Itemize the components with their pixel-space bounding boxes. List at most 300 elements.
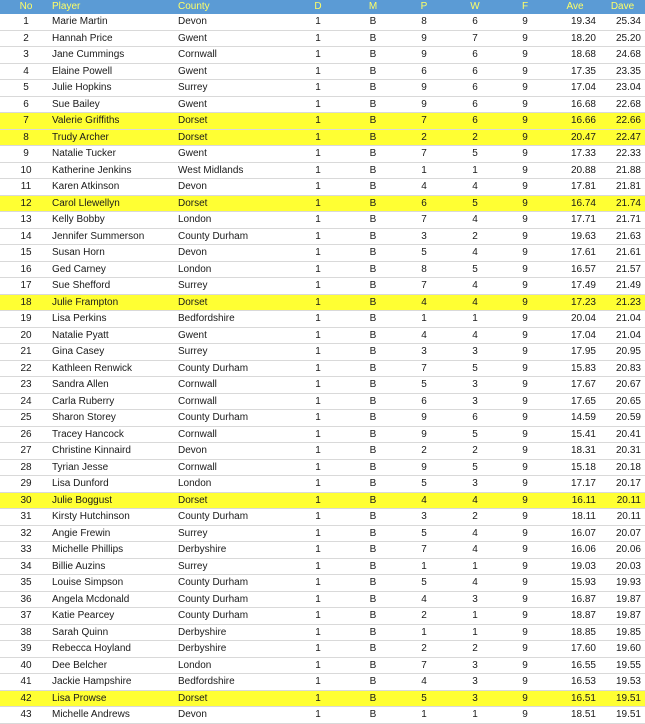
cell-d: 1 xyxy=(315,16,321,27)
table-row[interactable] xyxy=(0,278,645,295)
cell-dave: 21.63 xyxy=(615,230,641,242)
cell-p: 4 xyxy=(421,676,427,687)
cell-dave: 21.88 xyxy=(615,164,641,176)
cell-p: 9 xyxy=(421,98,427,110)
cell-m: B xyxy=(369,313,377,324)
cell-no: 15 xyxy=(20,247,32,258)
cell-d: 1 xyxy=(315,610,321,621)
table-row[interactable] xyxy=(0,558,645,575)
cell-player: Trudy Archer xyxy=(52,131,109,143)
cell-w: 4 xyxy=(472,296,478,308)
table-row[interactable] xyxy=(0,30,645,47)
cell-d: 1 xyxy=(315,659,321,671)
cell-no: 18 xyxy=(20,296,32,308)
cell-d: 1 xyxy=(315,247,321,258)
table-row[interactable] xyxy=(0,162,645,179)
cell-county: County Durham xyxy=(178,362,249,374)
cell-ave: 18.20 xyxy=(570,32,596,44)
table-row[interactable] xyxy=(0,426,645,443)
table-row[interactable] xyxy=(0,542,645,559)
table-row[interactable] xyxy=(0,459,645,476)
cell-dave: 25.34 xyxy=(615,16,641,27)
cell-p: 8 xyxy=(421,263,427,275)
cell-p: 2 xyxy=(421,610,427,621)
cell-county: Surrey xyxy=(178,527,208,539)
cell-county: County Durham xyxy=(178,577,249,588)
column-header-p[interactable]: P xyxy=(398,0,450,14)
column-header-ave[interactable]: Ave xyxy=(550,0,600,14)
table-row[interactable] xyxy=(0,294,645,311)
cell-dave: 19.53 xyxy=(615,676,641,687)
cell-no: 19 xyxy=(20,313,32,324)
cell-p: 5 xyxy=(421,527,427,539)
cell-player: Lisa Perkins xyxy=(52,313,107,324)
cell-player: Lisa Dunford xyxy=(52,478,109,489)
cell-player: Jennifer Summerson xyxy=(52,230,145,242)
cell-dave: 20.18 xyxy=(615,461,641,473)
cell-dave: 19.51 xyxy=(615,692,641,704)
cell-p: 3 xyxy=(421,230,427,242)
column-header-dave[interactable]: Dave xyxy=(600,0,645,14)
cell-player: Dee Belcher xyxy=(52,659,108,671)
cell-dave: 21.74 xyxy=(615,197,641,209)
cell-dave: 21.61 xyxy=(615,247,641,258)
cell-m: B xyxy=(369,527,377,539)
cell-w: 3 xyxy=(472,346,478,357)
cell-m: B xyxy=(369,511,377,522)
cell-county: Devon xyxy=(178,247,207,258)
cell-dave: 21.57 xyxy=(615,263,641,275)
cell-f: 9 xyxy=(522,32,528,44)
cell-no: 14 xyxy=(20,230,32,242)
cell-player: Tyrian Jesse xyxy=(52,461,109,473)
cell-d: 1 xyxy=(315,478,321,489)
cell-w: 2 xyxy=(472,230,478,242)
cell-no: 35 xyxy=(20,577,32,588)
cell-no: 2 xyxy=(23,32,29,44)
cell-m: B xyxy=(369,412,377,423)
cell-dave: 22.33 xyxy=(615,148,641,159)
table-row[interactable] xyxy=(0,591,645,608)
cell-p: 9 xyxy=(421,428,427,440)
column-header-m[interactable]: M xyxy=(348,0,398,14)
cell-ave: 19.34 xyxy=(570,16,596,27)
table-row[interactable] xyxy=(0,228,645,245)
cell-county: Cornwall xyxy=(178,49,217,60)
cell-player: Gina Casey xyxy=(52,346,105,357)
table-row[interactable] xyxy=(0,129,645,146)
table-row[interactable] xyxy=(0,113,645,130)
cell-county: County Durham xyxy=(178,610,249,621)
cell-p: 6 xyxy=(421,395,427,407)
cell-county: Derbyshire xyxy=(178,626,227,638)
cell-dave: 25.20 xyxy=(615,32,641,44)
cell-p: 4 xyxy=(421,181,427,192)
cell-d: 1 xyxy=(315,214,321,225)
cell-county: Dorset xyxy=(178,115,208,126)
table-row[interactable] xyxy=(0,377,645,394)
column-header-no[interactable]: No xyxy=(0,0,52,14)
cell-dave: 20.59 xyxy=(615,412,641,423)
column-header-w[interactable]: W xyxy=(450,0,500,14)
cell-p: 7 xyxy=(421,362,427,374)
cell-m: B xyxy=(369,164,377,176)
cell-d: 1 xyxy=(315,379,321,390)
cell-ave: 17.60 xyxy=(570,643,596,654)
table-row[interactable] xyxy=(0,327,645,344)
cell-no: 33 xyxy=(20,544,32,555)
cell-f: 9 xyxy=(522,82,528,93)
cell-dave: 22.66 xyxy=(615,115,641,126)
table-row[interactable] xyxy=(0,261,645,278)
cell-f: 9 xyxy=(522,131,528,143)
cell-player: Sandra Allen xyxy=(52,379,109,390)
cell-player: Lisa Prowse xyxy=(52,692,107,704)
cell-county: Devon xyxy=(178,16,207,27)
cell-m: B xyxy=(369,214,377,225)
cell-no: 40 xyxy=(20,659,32,671)
cell-w: 3 xyxy=(472,478,478,489)
cell-no: 11 xyxy=(20,181,32,192)
cell-d: 1 xyxy=(315,709,321,720)
cell-m: B xyxy=(369,181,377,192)
cell-player: Natalie Pyatt xyxy=(52,329,109,341)
cell-p: 3 xyxy=(421,511,427,522)
cell-county: County Durham xyxy=(178,412,249,423)
cell-player: Kathleen Renwick xyxy=(52,362,133,374)
table-row[interactable] xyxy=(0,690,645,707)
cell-no: 13 xyxy=(20,214,32,225)
table-row[interactable] xyxy=(0,492,645,509)
cell-m: B xyxy=(369,82,377,93)
cell-d: 1 xyxy=(315,230,321,242)
cell-m: B xyxy=(369,428,377,440)
cell-dave: 21.49 xyxy=(615,280,641,291)
cell-m: B xyxy=(369,461,377,473)
cell-m: B xyxy=(369,197,377,209)
cell-p: 1 xyxy=(421,164,427,176)
cell-dave: 21.04 xyxy=(615,329,641,341)
cell-ave: 14.59 xyxy=(570,412,596,423)
cell-ave: 18.11 xyxy=(571,511,596,522)
cell-f: 9 xyxy=(522,214,528,225)
cell-d: 1 xyxy=(315,148,321,159)
cell-dave: 19.87 xyxy=(615,593,641,605)
cell-ave: 16.07 xyxy=(570,527,596,539)
cell-county: London xyxy=(178,659,212,671)
cell-m: B xyxy=(369,643,377,654)
cell-d: 1 xyxy=(315,32,321,44)
cell-m: B xyxy=(369,329,377,341)
cell-f: 9 xyxy=(522,329,528,341)
cell-no: 38 xyxy=(20,626,32,638)
cell-county: Devon xyxy=(178,445,207,456)
cell-w: 4 xyxy=(472,181,478,192)
cell-m: B xyxy=(369,346,377,357)
cell-f: 9 xyxy=(522,610,528,621)
cell-dave: 21.71 xyxy=(615,214,641,225)
cell-w: 1 xyxy=(472,560,478,572)
cell-ave: 16.68 xyxy=(570,98,596,110)
cell-d: 1 xyxy=(315,98,321,110)
cell-ave: 17.49 xyxy=(570,280,596,291)
cell-ave: 16.55 xyxy=(570,659,596,671)
cell-m: B xyxy=(369,16,377,27)
cell-w: 4 xyxy=(472,329,478,341)
cell-no: 30 xyxy=(20,494,32,506)
column-header-d[interactable]: D xyxy=(288,0,348,14)
table-row[interactable] xyxy=(0,624,645,641)
cell-w: 5 xyxy=(472,148,478,159)
cell-d: 1 xyxy=(315,676,321,687)
cell-f: 9 xyxy=(522,709,528,720)
cell-ave: 17.33 xyxy=(570,148,596,159)
cell-ave: 20.47 xyxy=(570,131,596,143)
cell-d: 1 xyxy=(315,362,321,374)
cell-ave: 17.04 xyxy=(570,82,596,93)
cell-player: Angie Frewin xyxy=(52,527,111,539)
table-row[interactable] xyxy=(0,707,645,724)
cell-p: 9 xyxy=(421,412,427,423)
cell-county: West Midlands xyxy=(178,164,244,176)
cell-p: 5 xyxy=(421,577,427,588)
cell-dave: 20.83 xyxy=(615,362,641,374)
cell-m: B xyxy=(369,478,377,489)
cell-m: B xyxy=(369,577,377,588)
table-row[interactable] xyxy=(0,575,645,592)
table-row[interactable] xyxy=(0,657,645,674)
cell-player: Valerie Griffiths xyxy=(52,115,120,126)
cell-ave: 16.74 xyxy=(570,197,596,209)
cell-no: 22 xyxy=(20,362,32,374)
table-row[interactable] xyxy=(0,96,645,113)
cell-no: 37 xyxy=(20,610,32,621)
cell-w: 5 xyxy=(472,197,478,209)
cell-d: 1 xyxy=(315,445,321,456)
column-header-county[interactable]: County xyxy=(178,0,288,14)
cell-player: Christine Kinnaird xyxy=(52,445,131,456)
cell-county: Gwent xyxy=(178,32,207,44)
table-row[interactable] xyxy=(0,311,645,328)
cell-dave: 22.68 xyxy=(615,98,641,110)
cell-player: Angela Mcdonald xyxy=(52,593,130,605)
cell-d: 1 xyxy=(315,428,321,440)
cell-f: 9 xyxy=(522,362,528,374)
cell-ave: 17.17 xyxy=(570,478,596,489)
cell-w: 5 xyxy=(472,263,478,275)
cell-w: 6 xyxy=(472,49,478,60)
cell-ave: 16.53 xyxy=(570,676,596,687)
table-row[interactable] xyxy=(0,393,645,410)
cell-dave: 20.07 xyxy=(615,527,641,539)
cell-player: Louise Simpson xyxy=(52,577,124,588)
cell-county: Bedfordshire xyxy=(178,313,235,324)
cell-w: 2 xyxy=(472,445,478,456)
cell-no: 34 xyxy=(20,560,32,572)
cell-w: 4 xyxy=(472,247,478,258)
cell-ave: 17.67 xyxy=(570,379,596,390)
cell-w: 6 xyxy=(472,82,478,93)
cell-p: 5 xyxy=(421,692,427,704)
cell-county: Gwent xyxy=(178,98,207,110)
cell-d: 1 xyxy=(315,692,321,704)
table-row[interactable] xyxy=(0,80,645,97)
cell-ave: 17.71 xyxy=(570,214,596,225)
cell-player: Marie Martin xyxy=(52,16,108,27)
cell-f: 9 xyxy=(522,412,528,423)
cell-player: Carol Llewellyn xyxy=(52,197,120,209)
cell-m: B xyxy=(369,379,377,390)
cell-county: Devon xyxy=(178,181,207,192)
cell-m: B xyxy=(369,296,377,308)
cell-ave: 18.87 xyxy=(570,610,596,621)
cell-f: 9 xyxy=(522,379,528,390)
cell-w: 6 xyxy=(472,65,478,77)
cell-f: 9 xyxy=(522,65,528,77)
cell-dave: 20.95 xyxy=(615,346,641,357)
cell-w: 4 xyxy=(472,280,478,291)
cell-d: 1 xyxy=(315,461,321,473)
table-row[interactable] xyxy=(0,195,645,212)
cell-dave: 19.51 xyxy=(615,709,641,720)
cell-county: Dorset xyxy=(178,296,208,308)
cell-f: 9 xyxy=(522,263,528,275)
cell-m: B xyxy=(369,593,377,605)
cell-f: 9 xyxy=(522,626,528,638)
table-row[interactable] xyxy=(0,360,645,377)
cell-p: 4 xyxy=(421,329,427,341)
table-row[interactable] xyxy=(0,476,645,493)
cell-d: 1 xyxy=(315,65,321,77)
table-row[interactable] xyxy=(0,14,645,30)
cell-w: 1 xyxy=(472,313,478,324)
cell-player: Sue Shefford xyxy=(52,280,111,291)
cell-f: 9 xyxy=(522,527,528,539)
cell-d: 1 xyxy=(315,593,321,605)
cell-f: 9 xyxy=(522,676,528,687)
cell-d: 1 xyxy=(315,296,321,308)
table-row[interactable] xyxy=(0,608,645,625)
column-header-f[interactable]: F xyxy=(500,0,550,14)
cell-m: B xyxy=(369,544,377,555)
table-row[interactable] xyxy=(0,146,645,163)
table-row[interactable] xyxy=(0,509,645,526)
cell-ave: 15.93 xyxy=(570,577,596,588)
cell-f: 9 xyxy=(522,280,528,291)
cell-m: B xyxy=(369,395,377,407)
cell-dave: 19.85 xyxy=(615,626,641,638)
cell-p: 7 xyxy=(421,148,427,159)
cell-ave: 17.81 xyxy=(570,181,596,192)
cell-m: B xyxy=(369,280,377,291)
cell-w: 3 xyxy=(472,692,478,704)
cell-d: 1 xyxy=(315,527,321,539)
cell-no: 10 xyxy=(20,164,32,176)
table-row[interactable] xyxy=(0,641,645,658)
table-row[interactable] xyxy=(0,245,645,262)
cell-county: Surrey xyxy=(178,280,208,291)
cell-p: 1 xyxy=(421,560,427,572)
cell-ave: 16.51 xyxy=(570,692,596,704)
cell-f: 9 xyxy=(522,511,528,522)
cell-ave: 15.83 xyxy=(570,362,596,374)
cell-dave: 24.68 xyxy=(615,49,641,60)
cell-f: 9 xyxy=(522,98,528,110)
cell-d: 1 xyxy=(315,511,321,522)
cell-p: 5 xyxy=(421,379,427,390)
cell-p: 3 xyxy=(421,346,427,357)
cell-m: B xyxy=(369,560,377,572)
table-row[interactable] xyxy=(0,47,645,64)
cell-w: 1 xyxy=(472,164,478,176)
table-row[interactable] xyxy=(0,410,645,427)
cell-county: Derbyshire xyxy=(178,643,227,654)
cell-ave: 17.04 xyxy=(570,329,596,341)
cell-p: 6 xyxy=(421,197,427,209)
cell-d: 1 xyxy=(315,544,321,555)
cell-county: County Durham xyxy=(178,230,249,242)
cell-no: 7 xyxy=(23,115,29,126)
cell-county: Surrey xyxy=(178,560,208,572)
cell-county: Dorset xyxy=(178,131,208,143)
cell-p: 2 xyxy=(421,131,427,143)
cell-d: 1 xyxy=(315,164,321,176)
cell-p: 5 xyxy=(421,478,427,489)
cell-p: 2 xyxy=(421,643,427,654)
cell-no: 43 xyxy=(20,709,32,720)
table-row[interactable] xyxy=(0,443,645,460)
cell-county: Gwent xyxy=(178,148,207,159)
cell-w: 3 xyxy=(472,659,478,671)
table-row[interactable] xyxy=(0,179,645,196)
cell-m: B xyxy=(369,659,377,671)
table-row[interactable] xyxy=(0,212,645,229)
cell-f: 9 xyxy=(522,643,528,654)
cell-player: Sarah Quinn xyxy=(52,626,109,638)
cell-m: B xyxy=(369,445,377,456)
cell-player: Katie Pearcey xyxy=(52,610,115,621)
cell-dave: 21.81 xyxy=(615,181,641,192)
table-row[interactable] xyxy=(0,344,645,361)
cell-player: Carla Ruberry xyxy=(52,395,115,407)
cell-no: 24 xyxy=(20,395,32,407)
cell-no: 3 xyxy=(23,49,29,60)
cell-f: 9 xyxy=(522,478,528,489)
cell-ave: 15.41 xyxy=(570,428,596,440)
table-row[interactable] xyxy=(0,525,645,542)
cell-player: Sue Bailey xyxy=(52,98,100,110)
cell-d: 1 xyxy=(315,329,321,341)
cell-f: 9 xyxy=(522,247,528,258)
cell-m: B xyxy=(369,626,377,638)
table-row[interactable] xyxy=(0,63,645,80)
cell-dave: 21.23 xyxy=(615,296,641,308)
table-body xyxy=(0,14,645,723)
cell-county: Cornwall xyxy=(178,379,217,390)
cell-f: 9 xyxy=(522,659,528,671)
cell-no: 27 xyxy=(20,445,32,456)
cell-f: 9 xyxy=(522,148,528,159)
cell-county: Dorset xyxy=(178,692,208,704)
cell-p: 4 xyxy=(421,593,427,605)
cell-d: 1 xyxy=(315,131,321,143)
cell-p: 8 xyxy=(421,16,427,27)
cell-county: Gwent xyxy=(178,65,207,77)
column-header-player[interactable]: Player xyxy=(52,0,178,14)
cell-dave: 20.06 xyxy=(615,544,641,555)
cell-ave: 19.03 xyxy=(570,560,596,572)
cell-no: 1 xyxy=(23,16,29,27)
